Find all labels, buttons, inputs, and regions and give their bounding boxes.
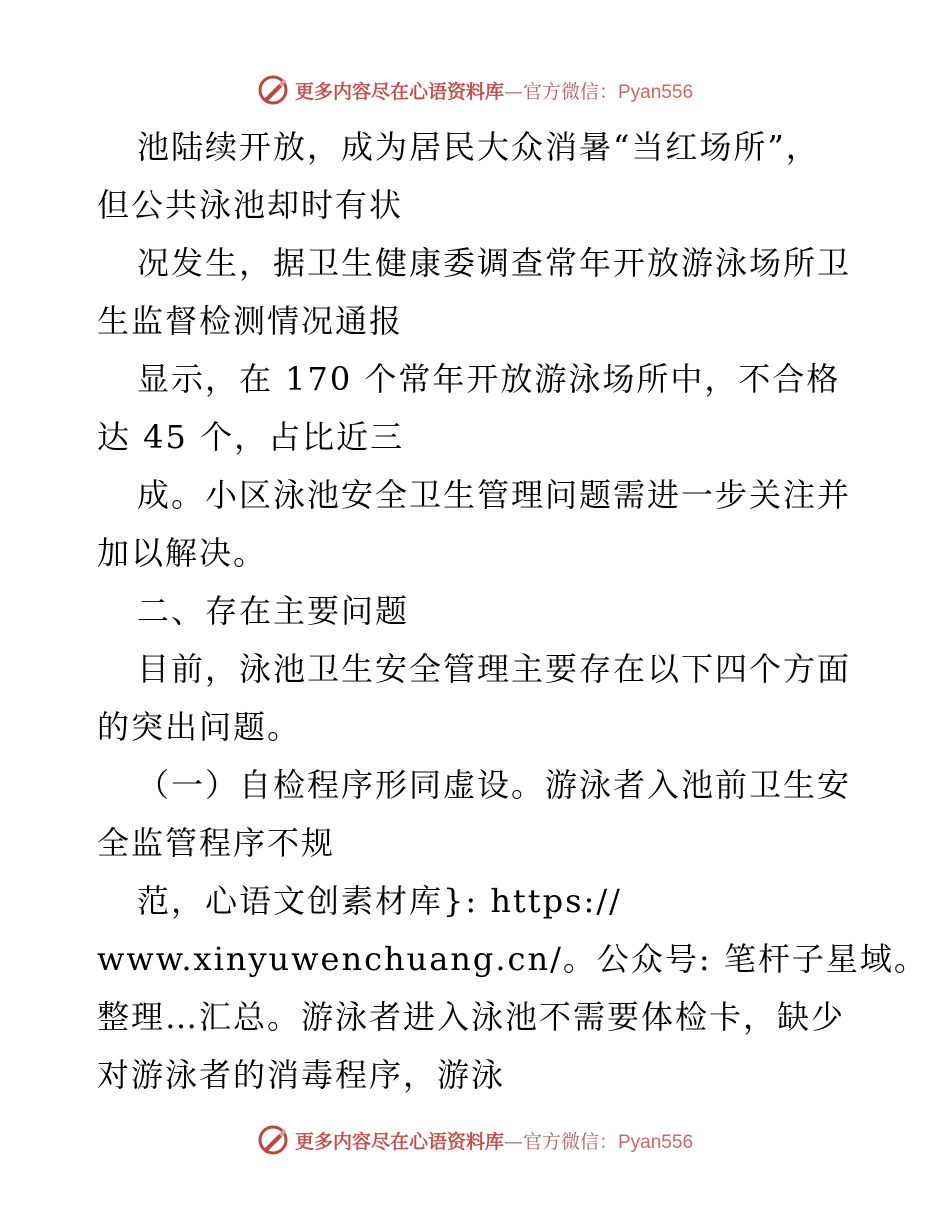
body-line: 显示，在 170 个常年开放游泳场所中，不合格	[137, 360, 841, 398]
body-line: 全监管程序不规	[97, 824, 336, 862]
banner-wechat-id: Pyan556	[618, 81, 694, 103]
pen-logo-icon	[257, 1124, 289, 1156]
body-line: 的突出问题。	[97, 708, 302, 746]
banner-dash: —	[503, 1130, 523, 1153]
banner-wechat-id: Pyan556	[618, 1131, 694, 1153]
body-line: 况发生，据卫生健康委调查常年开放游泳场所卫	[137, 244, 852, 282]
body-line: 成。小区泳池安全卫生管理问题需进一步关注并	[137, 476, 852, 514]
body-line: 目前，泳池卫生安全管理主要存在以下四个方面	[137, 650, 852, 688]
header-banner	[0, 70, 950, 110]
body-line: 加以解决。	[97, 534, 268, 572]
body-line: 范，心语文创素材库}: https://	[137, 882, 622, 920]
body-line: 整理…汇总。游泳者进入泳池不需要体检卡，缺少	[97, 998, 846, 1036]
body-line: 池陆续开放，成为居民大众消暑“当红场所”，	[137, 128, 820, 166]
body-line: 生监督检测情况通报	[97, 302, 404, 340]
footer-banner	[0, 1120, 950, 1160]
banner-wechat-label: 官方微信：	[522, 1130, 618, 1153]
body-line: 达 45 个，占比近三	[97, 418, 405, 456]
banner-dash: —	[503, 80, 523, 103]
section-heading: 二、存在主要问题	[137, 592, 410, 630]
body-line: 但公共泳池却时有状	[97, 186, 404, 224]
body-line: 对游泳者的消毒程序，游泳	[97, 1056, 506, 1094]
body-line: （一）自检程序形同虚设。游泳者入池前卫生安	[137, 766, 852, 804]
document-body	[97, 118, 928, 1104]
banner-wechat-label: 官方微信：	[522, 80, 618, 103]
banner-site-name: 更多内容尽在心语资料库	[294, 1130, 504, 1153]
banner-site-name: 更多内容尽在心语资料库	[294, 80, 504, 103]
body-line: www.xinyuwenchuang.cn/。公众号: 笔杆子星域。	[97, 940, 928, 978]
pen-logo-icon	[257, 74, 289, 106]
